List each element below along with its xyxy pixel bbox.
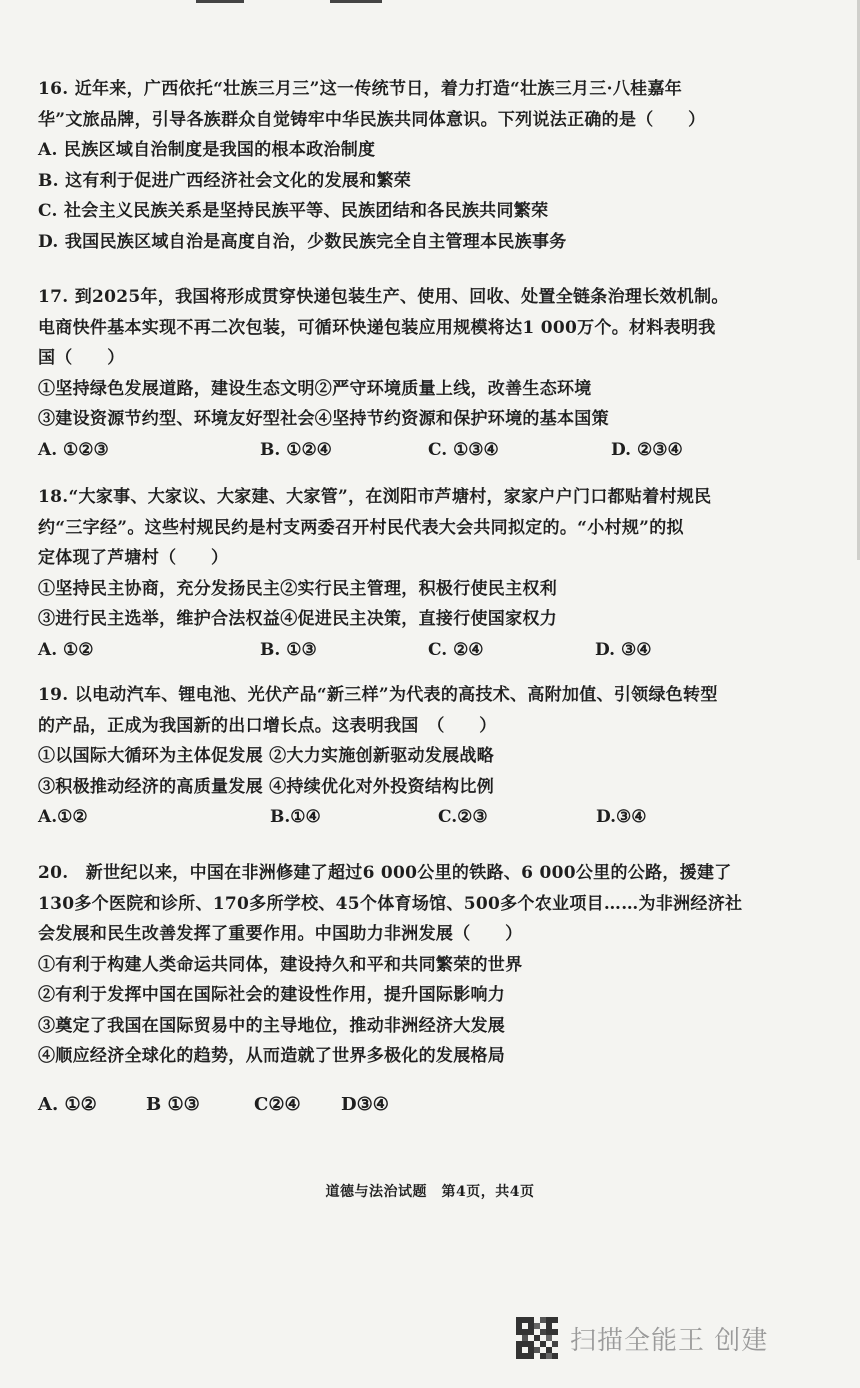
question-stem: 华”文旅品牌，引导各族群众自觉铸牢中华民族共同体意识。下列说法正确的是（ ） <box>38 109 706 130</box>
choice-a: A. ①② <box>38 639 94 660</box>
question-stem: 17. 到2025年，我国将形成贯穿快递包装生产、使用、回收、处置全链条治理长效机制。 <box>38 287 729 307</box>
question-stem: 会发展和民生改善发挥了重要作用。中国助力非洲发展（ ） <box>38 924 523 944</box>
question-stem: 16. 近年来，广西依托“壮族三月三”这一传统节日，着力打造“壮族三月三·八桂嘉年 <box>38 79 683 99</box>
statement-line: ③奠定了我国在国际贸易中的主导地位，推动非洲经济大发展 <box>38 1015 506 1036</box>
statement-line: ③积极推动经济的高质量发展 ④持续优化对外投资结构比例 <box>38 776 495 797</box>
question-stem: 的产品，正成为我国新的出口增长点。这表明我国 （ ） <box>38 715 497 736</box>
statement-line: ③进行民主选举，维护合法权益④促进民主决策，直接行使国家权力 <box>38 609 557 629</box>
answer-choices <box>38 1090 838 1121</box>
question-stem: 电商快件基本实现不再二次包装，可循环快递包装应用规模将达1 000万个。材料表明我 <box>38 317 716 338</box>
choice-b: B ①③ <box>146 1093 200 1115</box>
question-18 <box>38 482 838 665</box>
question-19 <box>38 680 838 833</box>
statement-line: ①有利于构建人类命运共同体，建设持久和平和共同繁荣的世界 <box>38 954 523 975</box>
scan-mark <box>196 0 244 3</box>
qr-code-icon <box>516 1317 558 1359</box>
scanner-watermark <box>516 1317 768 1359</box>
answer-choices <box>38 802 838 833</box>
question-20 <box>38 858 838 1120</box>
question-17 <box>38 282 838 465</box>
choice-d: D. ②③④ <box>611 439 683 460</box>
question-16 <box>38 74 838 257</box>
option-d: D. 我国民族区域自治是高度自治，少数民族完全自主管理本民族事务 <box>38 231 567 252</box>
statement-line: ①坚持民主协商，充分发扬民主②实行民主管理，积极行使民主权利 <box>38 578 557 599</box>
statement-line: ①坚持绿色发展道路，建设生态文明②严守环境质量上线，改善生态环境 <box>38 378 592 399</box>
choice-a: A. ①②③ <box>38 439 109 460</box>
choice-c: C②④ <box>254 1093 301 1115</box>
question-stem: 国（ ） <box>38 348 125 368</box>
statement-line: ④顺应经济全球化的趋势，从而造就了世界多极化的发展格局 <box>38 1046 506 1066</box>
scan-mark <box>330 0 382 3</box>
choice-a: A.①② <box>38 807 88 827</box>
statement-line: ③建设资源节约型、环境友好型社会④坚持节约资源和保护环境的基本国策 <box>38 409 609 429</box>
choice-c: C. ②④ <box>428 639 484 660</box>
answer-choices <box>38 635 838 666</box>
choice-d: D.③④ <box>596 807 647 827</box>
question-stem: 19. 以电动汽车、锂电池、光伏产品“新三样”为代表的高技术、高附加值、引领绿色转型 <box>38 685 718 705</box>
option-c: C. 社会主义民族关系是坚持民族平等、民族团结和各民族共同繁荣 <box>38 201 549 221</box>
choice-a: A. ①② <box>38 1093 97 1115</box>
statement-line: ②有利于发挥中国在国际社会的建设性作用，提升国际影响力 <box>38 985 506 1005</box>
option-a: A. 民族区域自治制度是我国的根本政治制度 <box>38 140 376 160</box>
question-stem: 20. 新世纪以来，中国在非洲修建了超过6 000公里的铁路、6 000公里的公路，援建了 <box>38 863 732 883</box>
answer-choices <box>38 435 838 466</box>
choice-d: D. ③④ <box>595 639 652 660</box>
choice-b: B.①④ <box>270 807 321 827</box>
choice-b: B. ①②④ <box>260 439 332 460</box>
watermark-text: 扫描全能王 创建 <box>570 1325 769 1356</box>
question-stem: 130多个医院和诊所、170多所学校、45个体育场馆、500多个农业项目……为非洲经济社 <box>38 893 743 914</box>
page-footer: 道德与法治试题 第4页，共4页 <box>325 1184 535 1200</box>
statement-line: ①以国际大循环为主体促发展 ②大力实施创新驱动发展战略 <box>38 746 495 766</box>
question-stem: 定体现了芦塘村（ ） <box>38 548 229 568</box>
question-stem: 约“三字经”。这些村规民约是村支两委召开村民代表大会共同拟定的。“小村规”的拟 <box>38 517 684 538</box>
choice-c: C. ①③④ <box>428 439 499 460</box>
question-stem: 18.“大家事、大家议、大家建、大家管”，在浏阳市芦塘村，家家户户门口都贴着村规民 <box>38 487 712 507</box>
option-b: B. 这有利于促进广西经济社会文化的发展和繁荣 <box>38 170 412 191</box>
choice-d: D③④ <box>341 1093 389 1115</box>
choice-c: C.②③ <box>438 807 488 827</box>
choice-b: B. ①③ <box>260 639 317 660</box>
